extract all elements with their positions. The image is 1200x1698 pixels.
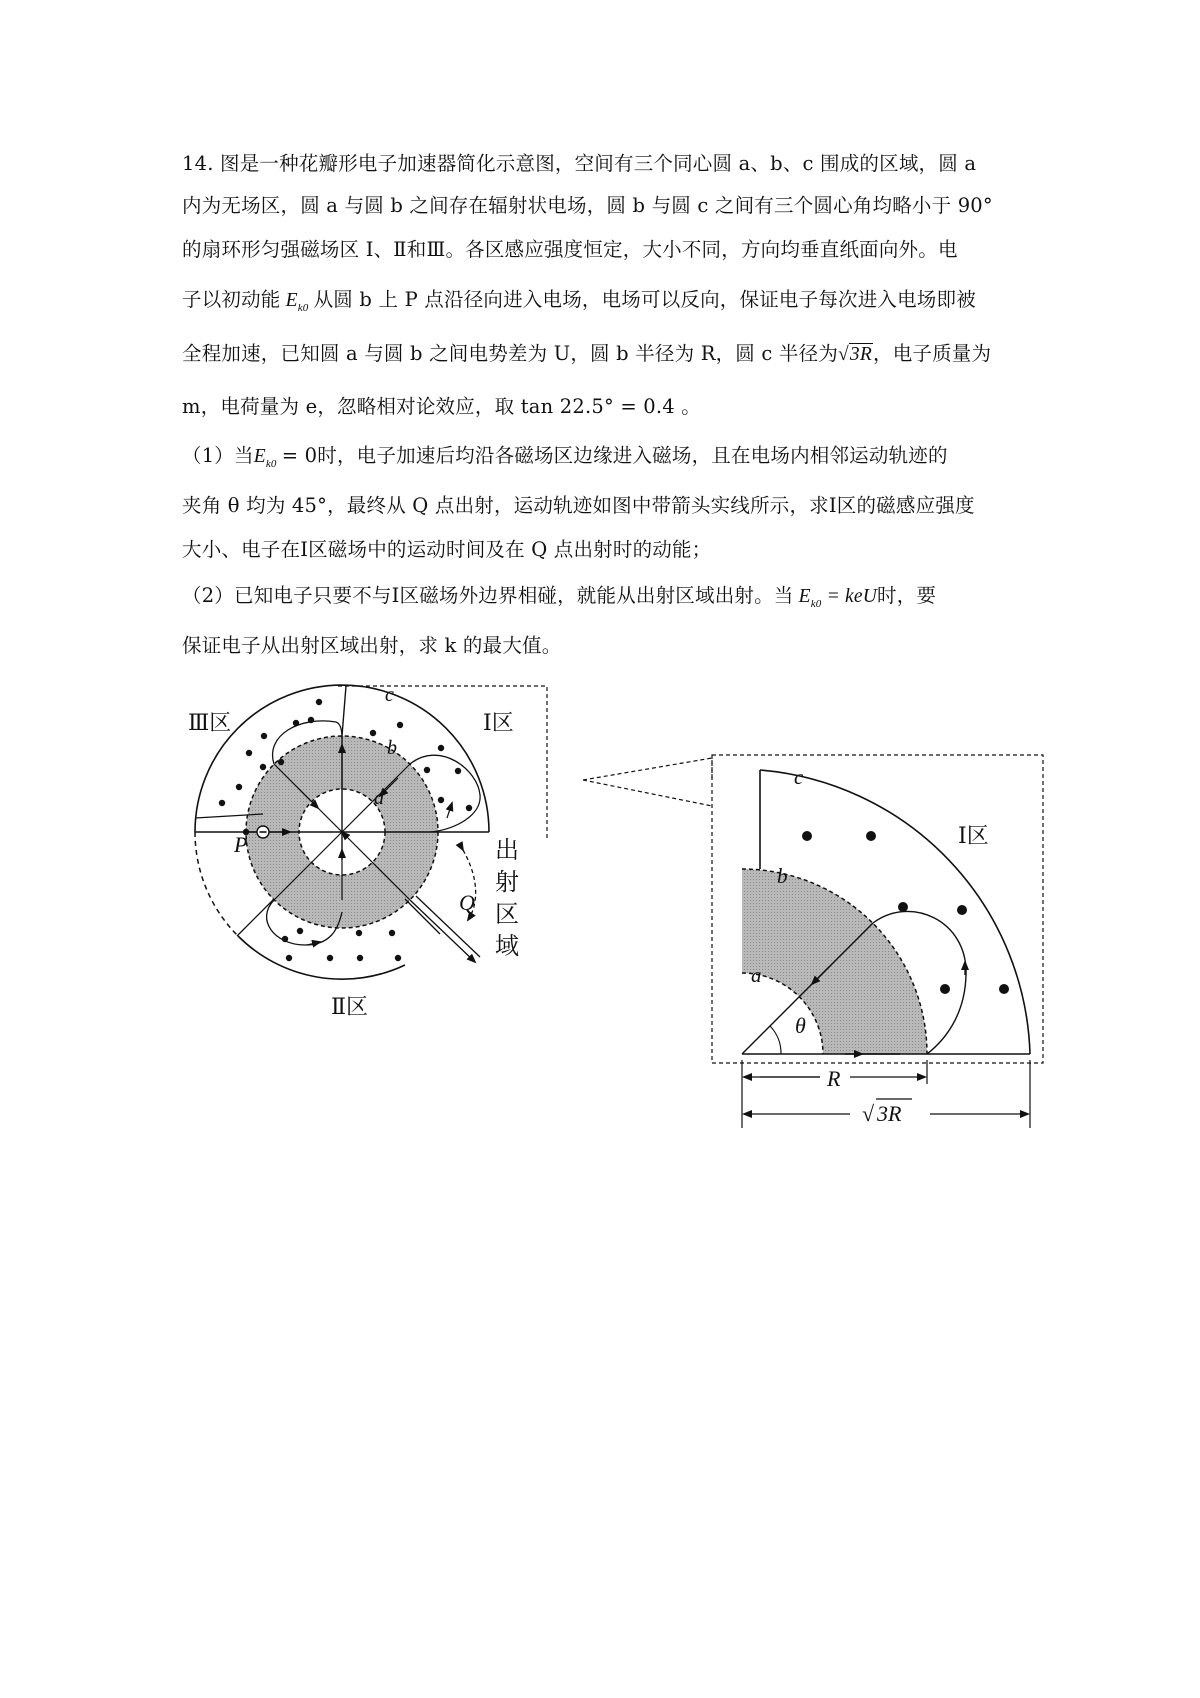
- question-2-line-2: 保证电子从出射区域出射，求 k 的最大值。: [182, 634, 562, 657]
- exit-label-char: 区: [495, 902, 519, 928]
- problem-line-3: 的扇环形匀强磁场区 Ⅰ、Ⅱ和Ⅲ。各区感应强度恒定，大小不同，方向均垂直纸面向外。电: [182, 238, 958, 261]
- question-1-line-2: 夹角 θ 均为 45°，最终从 Q 点出射，运动轨迹如图中带箭头实线所示，求Ⅰ区的磁感应强度: [182, 494, 975, 517]
- exit-label-char: 射: [495, 870, 519, 896]
- circle-c-dashed: [195, 832, 238, 936]
- label-q: Q: [459, 890, 475, 915]
- label-c: c: [794, 765, 804, 789]
- region-i-label: Ⅰ区: [483, 710, 514, 735]
- zoom-callout: [583, 758, 712, 806]
- region-iii-label: Ⅲ区: [188, 710, 232, 735]
- sector-boundary: [405, 899, 440, 934]
- text-fragment: ，电子质量为: [873, 342, 992, 365]
- text-fragment: （1）当: [182, 444, 254, 467]
- question-1-line-3: 大小、电子在Ⅰ区磁场中的运动时间及在 Q 点出射时的动能；: [182, 538, 712, 561]
- dimension-sqrt3r-label: 3R: [877, 1101, 902, 1126]
- text-fragment: （2）已知电子只要不与Ⅰ区磁场外边界相碰，就能从出射区域出射。当: [182, 584, 794, 607]
- exit-label-char: 域: [495, 934, 519, 960]
- equation: = keU: [826, 586, 878, 607]
- region-ii-label: Ⅱ区: [331, 994, 368, 1019]
- dimension-sqrt3r-radical: √: [862, 1101, 875, 1126]
- text-fragment: 从圆 b 上 P 点沿径向进入电场，电场可以反向，保证电子每次进入电场即被: [313, 288, 976, 311]
- trajectory-arrow: [447, 803, 452, 818]
- problem-line-6: m，电荷量为 e，忽略相对论效应，取 tan 22.5° = 0.4 。: [182, 395, 701, 418]
- label-a: a: [751, 963, 762, 987]
- label-theta: θ: [795, 1013, 806, 1038]
- right-figure: [712, 755, 1043, 1128]
- left-figure: [188, 684, 712, 1019]
- ek0-symbol: $E_{k0}$: [285, 290, 309, 314]
- region-i-label: Ⅰ区: [958, 823, 989, 848]
- equation: = 0: [281, 444, 318, 467]
- theta-arc: [770, 1026, 781, 1054]
- label-b: b: [777, 864, 788, 888]
- sector-boundary: [237, 899, 274, 936]
- sqrt3R-symbol: √3R: [838, 344, 872, 365]
- problem-line-1: 14. 图是一种花瓣形电子加速器简化示意图，空间有三个同心圆 a、b、c 围成的区域，圆 a: [182, 152, 977, 175]
- label-c: c: [385, 684, 394, 706]
- exit-label-char: 出: [495, 838, 519, 864]
- ek0-symbol: $E_{k0}$: [798, 586, 822, 610]
- dimension-r-label: R: [827, 1066, 841, 1091]
- ek0-symbol: $E_{k0}$: [253, 446, 277, 470]
- problem-line-2: 内为无场区，圆 a 与圆 b 之间存在辐射状电场，圆 b 与圆 c 之间有三个圆心角均略小于 90°: [182, 194, 993, 217]
- text-fragment: 全程加速，已知圆 a 与圆 b 之间电势差为 U，圆 b 半径为 R，圆 c 半径为: [182, 342, 839, 365]
- text-fragment: 子以初动能: [182, 288, 281, 311]
- label-p: P: [234, 832, 248, 857]
- text-fragment: 时，电子加速后均沿各磁场区边缘进入磁场，且在电场内相邻运动轨迹的: [317, 444, 948, 467]
- sector-boundary: [342, 686, 346, 736]
- label-b: b: [387, 737, 397, 759]
- label-a: a: [374, 787, 384, 809]
- text-fragment: 时，要: [877, 584, 937, 607]
